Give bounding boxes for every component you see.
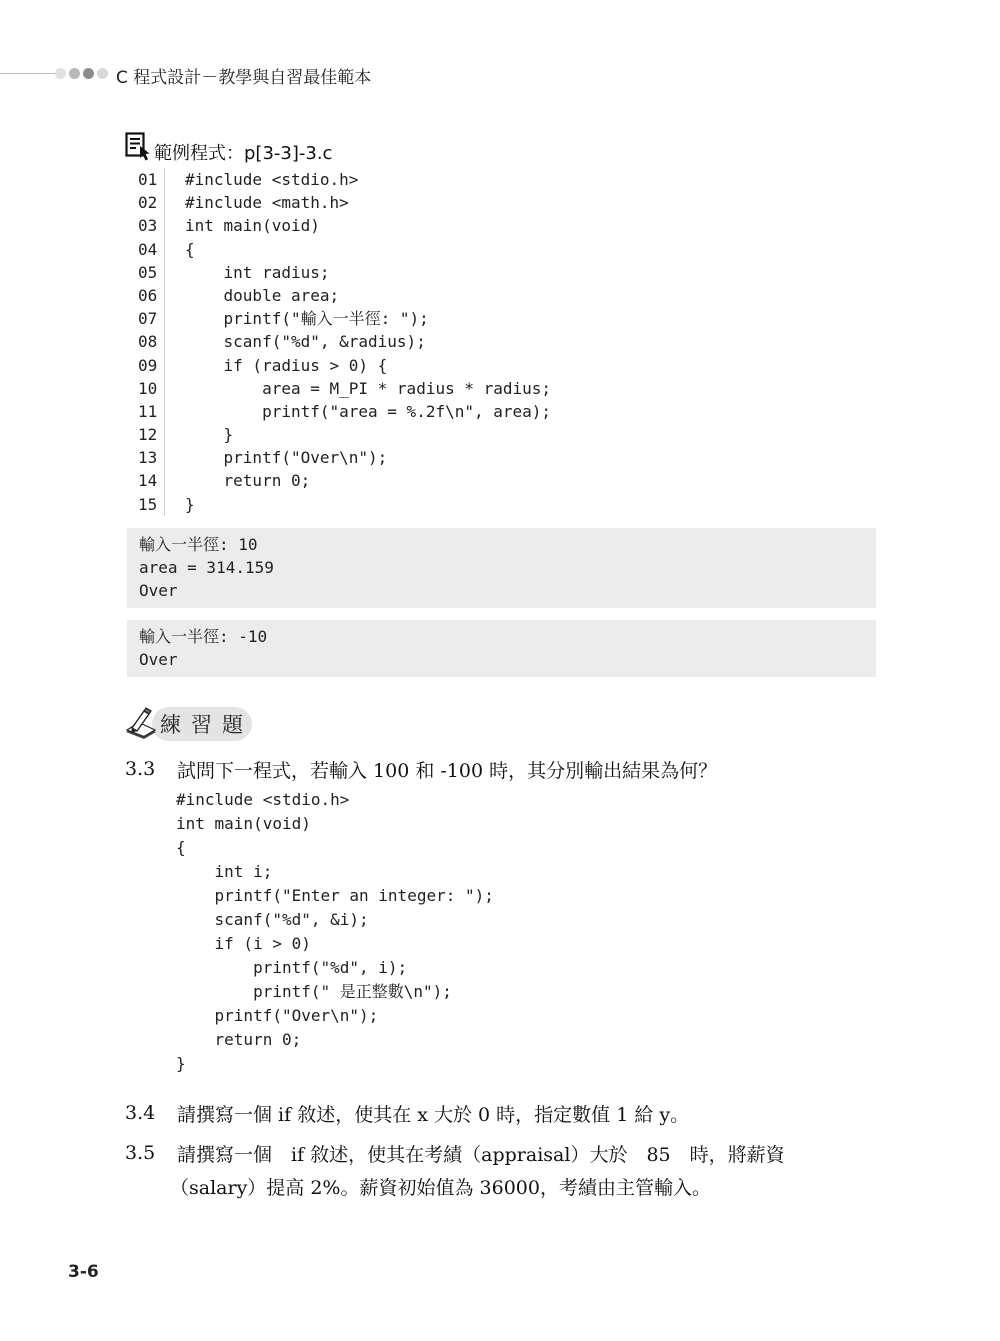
code-line — [132, 423, 551, 446]
code-line — [132, 284, 551, 307]
code-line: printf("Over\n"); — [176, 1006, 379, 1025]
code-line — [132, 191, 551, 214]
code-text: return 0; — [185, 471, 311, 491]
running-header-title: C 程式設計－教學與自習最佳範本 — [116, 68, 372, 88]
header-dot — [97, 68, 108, 79]
question-number: 3.3 — [125, 758, 156, 780]
header-dot — [69, 68, 80, 79]
line-number: 12 — [132, 423, 165, 446]
code-text: int main(void) — [185, 216, 320, 236]
question-number: 3.4 — [125, 1102, 156, 1124]
line-number: 10 — [132, 377, 165, 400]
question-text: 請撰寫一個 if 敘述，使其在 x 大於 0 時，指定數值 1 給 y。 — [177, 1104, 690, 1126]
code-line: printf("Enter an integer: "); — [176, 886, 494, 905]
header-rule — [0, 73, 58, 74]
line-number: 07 — [132, 307, 165, 330]
code-line — [132, 377, 551, 400]
code-text: if (radius > 0) { — [185, 355, 388, 375]
code-text: } — [185, 494, 195, 514]
exercise-title: 練習題 — [160, 713, 253, 737]
output-box-2 — [127, 620, 876, 677]
code-line — [132, 446, 551, 469]
code-line — [132, 261, 551, 284]
code-text: area = M_PI * radius * radius; — [185, 378, 552, 398]
output-line: 輸入一半徑: -10 — [139, 627, 268, 646]
code-line — [132, 307, 551, 330]
line-number: 02 — [132, 191, 165, 214]
code-line: { — [176, 838, 186, 857]
code-listing — [132, 168, 551, 516]
example-title: 範例程式：p[3-3]-3.c — [154, 143, 333, 164]
question-text: 請撰寫一個 if 敘述，使其在考績（appraisal）大於 85 時，將薪資 — [177, 1144, 785, 1166]
question-number: 3.5 — [125, 1142, 156, 1164]
code-text: printf("Over\n"); — [185, 448, 388, 468]
code-line: if (i > 0) — [176, 934, 311, 953]
code-line — [132, 214, 551, 237]
code-text: #include <stdio.h> — [185, 170, 359, 189]
output-box-1 — [127, 528, 876, 608]
code-line: return 0; — [176, 1030, 302, 1049]
line-number: 06 — [132, 284, 165, 307]
code-line: int main(void) — [176, 814, 311, 833]
code-line — [132, 330, 551, 353]
line-number: 14 — [132, 469, 165, 492]
output-line: Over — [139, 581, 178, 600]
output-line: area = 314.159 — [139, 558, 274, 577]
code-line: printf(" 是正整數\n"); — [176, 982, 452, 1001]
line-number: 13 — [132, 446, 165, 469]
code-line — [132, 400, 551, 423]
header-dots — [55, 67, 108, 79]
line-number: 03 — [132, 214, 165, 237]
code-line — [132, 493, 551, 516]
header-dot — [55, 68, 66, 79]
code-line: #include <stdio.h> — [176, 790, 350, 809]
page-number: 3-6 — [68, 1262, 99, 1282]
code-text: } — [185, 425, 234, 445]
header-dot — [83, 68, 94, 79]
code-text: scanf("%d", &radius); — [185, 332, 426, 352]
line-number: 05 — [132, 261, 165, 284]
document-pointer-icon — [125, 132, 151, 162]
code-line — [132, 354, 551, 377]
code-line — [132, 469, 551, 492]
code-text: int radius; — [185, 262, 330, 282]
code-line — [132, 238, 551, 261]
pencil-notebook-icon — [124, 706, 158, 740]
code-text: #include <math.h> — [185, 193, 349, 213]
line-number: 04 — [132, 238, 165, 261]
code-line — [132, 168, 551, 191]
code-line: } — [176, 1054, 186, 1073]
exercise-code — [176, 788, 494, 1076]
line-number: 11 — [132, 400, 165, 423]
code-line: scanf("%d", &i); — [176, 910, 369, 929]
code-text: printf("area = %.2f\n", area); — [185, 401, 552, 421]
question-text: （salary）提高 2%。薪資初始值為 36000，考績由主管輸入。 — [170, 1177, 711, 1199]
code-text: double area; — [185, 285, 340, 305]
line-number: 09 — [132, 354, 165, 377]
output-line: 輸入一半徑: 10 — [139, 535, 258, 554]
question-text: 試問下一程式，若輸入 100 和 -100 時，其分別輸出結果為何？ — [177, 760, 718, 782]
code-line: printf("%d", i); — [176, 958, 408, 977]
line-number: 08 — [132, 330, 165, 353]
code-text: printf("輸入一半徑: "); — [185, 309, 429, 329]
line-number: 01 — [132, 168, 165, 191]
output-line: Over — [139, 650, 178, 669]
line-number: 15 — [132, 493, 165, 516]
code-line: int i; — [176, 862, 273, 881]
code-text: { — [185, 239, 195, 259]
